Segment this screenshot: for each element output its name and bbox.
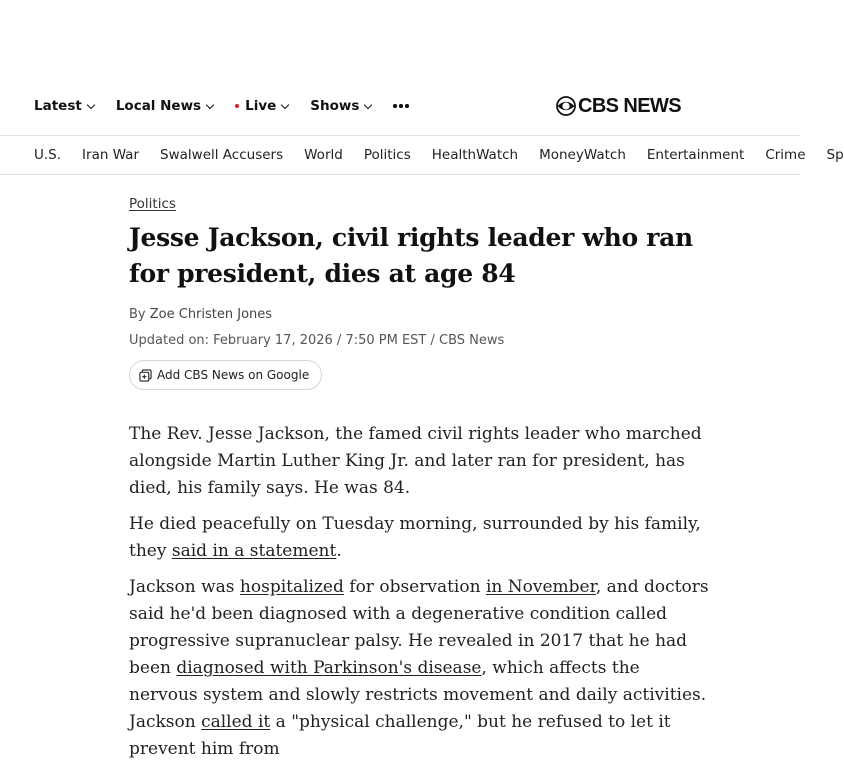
said-in-statement-link[interactable]: said in a statement: [171, 541, 337, 561]
live-indicator-icon: [235, 104, 239, 108]
paragraph-text: , and doctors said he'd been diagnosed with a degenerative condition called progressive supranuclear palsy. He revealed in 2017 that he had been: [129, 577, 709, 678]
top-header: [0, 84, 800, 128]
paragraph-text: for observation: [343, 577, 486, 597]
byline-prefix: By: [129, 307, 150, 322]
chevron-down-icon: [206, 100, 214, 108]
article: [129, 190, 709, 772]
section-link-healthwatch[interactable]: HealthWatch: [431, 147, 519, 163]
called-it-link[interactable]: called it: [201, 712, 271, 732]
paragraph-text: The Rev. Jesse Jackson, the famed civil rights leader who marched alongside Martin Luther King Jr. and later ran for president, has died, his family says. He was 84.: [129, 424, 702, 498]
nav-shows-label: Shows: [310, 98, 360, 114]
nav-local-news-label: Local News: [115, 98, 202, 114]
more-dots-icon: [393, 104, 397, 108]
paragraph: [129, 421, 709, 502]
section-link-entertainment[interactable]: Entertainment: [646, 147, 745, 163]
updated-timestamp: Updated on: February 17, 2026 / 7:50 PM EST / CBS News: [129, 333, 505, 348]
paragraph-text: Jackson was: [129, 577, 240, 597]
cbs-news-logo[interactable]: [556, 94, 681, 118]
section-link-crime[interactable]: Crime: [765, 147, 806, 163]
add-source-icon: [139, 369, 152, 382]
paragraph-text: a "physical challenge," but he refused to let it prevent him from: [129, 712, 671, 759]
article-meta: [129, 302, 709, 354]
paragraph-text: .: [336, 541, 342, 561]
section-nav: [0, 135, 844, 175]
paragraph-text: He died peacefully on Tuesday morning, surrounded by his family, they: [129, 514, 701, 561]
logo-text: CBS NEWS: [578, 94, 681, 117]
more-dots-icon: [399, 104, 403, 108]
paragraph: [129, 511, 709, 565]
nav-live-label: Live: [245, 98, 277, 114]
section-link-world[interactable]: World: [304, 147, 343, 163]
author-link[interactable]: Zoe Christen Jones: [149, 307, 273, 322]
parkinsons-link[interactable]: diagnosed with Parkinson's disease: [176, 658, 482, 678]
nav-live[interactable]: [235, 98, 288, 114]
article-category-link[interactable]: Politics: [129, 196, 176, 212]
section-link-politics[interactable]: Politics: [363, 147, 411, 163]
add-to-google-label: Add CBS News on Google: [157, 368, 310, 382]
nav-latest-label: Latest: [34, 98, 82, 114]
hospitalized-link[interactable]: hospitalized: [239, 577, 344, 597]
more-dots-icon: [405, 104, 409, 108]
section-link-moneywatch[interactable]: MoneyWatch: [539, 147, 626, 163]
section-link-swalwell-accusers[interactable]: Swalwell Accusers: [160, 147, 284, 163]
section-link-sports[interactable]: Sp: [826, 147, 844, 163]
nav-local-news[interactable]: [116, 98, 213, 114]
cbs-eye-icon: [556, 96, 576, 116]
chevron-down-icon: [364, 100, 372, 108]
paragraph-text: , which affects the nervous system and slowly restricts movement and daily activities. Jackson: [129, 658, 707, 732]
byline: [129, 302, 709, 328]
section-link-us[interactable]: U.S.: [34, 147, 62, 163]
primary-nav: [34, 84, 411, 128]
nav-shows[interactable]: [310, 98, 371, 114]
in-november-link[interactable]: in November: [485, 577, 596, 597]
chevron-down-icon: [281, 100, 289, 108]
nav-latest[interactable]: [34, 98, 94, 114]
section-link-iran-war[interactable]: Iran War: [82, 147, 140, 163]
article-headline: Jesse Jackson, civil rights leader who ran for president, dies at age 84: [129, 223, 693, 288]
article-body: [129, 421, 709, 763]
add-to-google-button[interactable]: [129, 360, 322, 390]
chevron-down-icon: [87, 100, 95, 108]
more-menu-button[interactable]: [393, 104, 411, 108]
paragraph: [129, 574, 709, 763]
